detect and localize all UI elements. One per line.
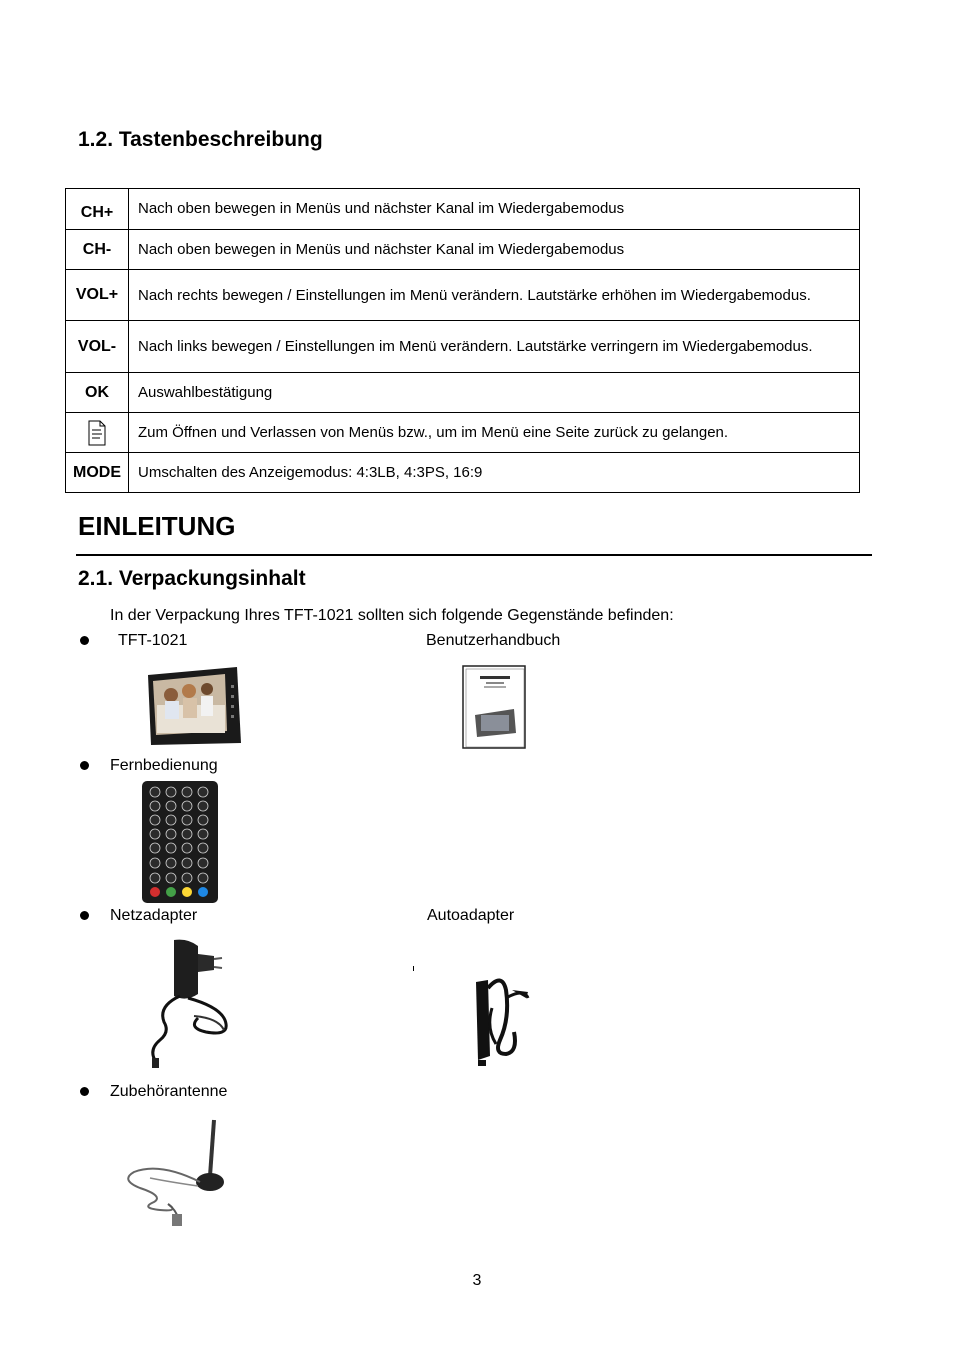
key-label [66, 413, 129, 453]
key-description: Nach oben bewegen in Menüs und nächster Kanal im Wiedergabemodus [129, 230, 860, 270]
menu-document-icon [87, 420, 107, 446]
stray-mark [413, 966, 414, 971]
key-description: Auswahlbestätigung [129, 373, 860, 413]
bullet [80, 761, 89, 770]
user-manual-image [462, 665, 528, 751]
table-row [66, 189, 860, 230]
bullet [80, 911, 89, 920]
item-label-tv: TFT-1021 [118, 632, 188, 649]
key-label: VOL- [66, 321, 129, 373]
key-description: Zum Öffnen und Verlassen von Menüs bzw., um im Menü eine Seite zurück zu gelangen. [129, 413, 860, 453]
table-row [66, 453, 860, 493]
remote-control-image [141, 780, 219, 904]
table-row [66, 270, 860, 321]
key-label: CH+ [66, 189, 129, 230]
key-label: CH- [66, 230, 129, 270]
key-description: Umschalten des Anzeigemodus: 4:3LB, 4:3PS, 16:9 [129, 453, 860, 493]
tv-device-image [145, 665, 243, 747]
key-label: VOL+ [66, 270, 129, 321]
key-description: Nach oben bewegen in Menüs und nächster Kanal im Wiedergabemodus [129, 189, 860, 230]
item-label-remote: Fernbedienung [110, 757, 218, 774]
key-label: MODE [66, 453, 129, 493]
table-row [66, 321, 860, 373]
key-label: OK [66, 373, 129, 413]
item-label-power-adapter: Netzadapter [110, 907, 198, 924]
bullet [80, 1087, 89, 1096]
section-heading-1-2: 1.2. Tastenbeschreibung [78, 128, 323, 151]
item-label-car-adapter: Autoadapter [427, 907, 515, 924]
chapter-title: EINLEITUNG [78, 511, 236, 541]
item-label-manual: Benutzerhandbuch [426, 632, 561, 649]
key-description: Nach rechts bewegen / Einstellungen im Menü verändern. Lautstärke erhöhen im Wiedergabemodus. [129, 270, 860, 321]
antenna-image [120, 1116, 232, 1228]
intro-text: In der Verpackung Ihres TFT-1021 sollten sich folgende Gegenstände befinden: [110, 607, 674, 624]
page-number: 3 [472, 1272, 482, 1289]
key-description-table [65, 188, 860, 493]
table-row [66, 413, 860, 453]
table-row [66, 373, 860, 413]
table-row [66, 230, 860, 270]
bullet [80, 636, 89, 645]
power-adapter-image [128, 936, 238, 1072]
chapter-divider [76, 554, 872, 556]
car-adapter-image [466, 968, 532, 1068]
item-label-antenna: Zubehörantenne [110, 1083, 228, 1100]
key-description: Nach links bewegen / Einstellungen im Menü verändern. Lautstärke verringern im Wiedergabemodus. [129, 321, 860, 373]
section-heading-2-1: 2.1. Verpackungsinhalt [78, 567, 306, 590]
